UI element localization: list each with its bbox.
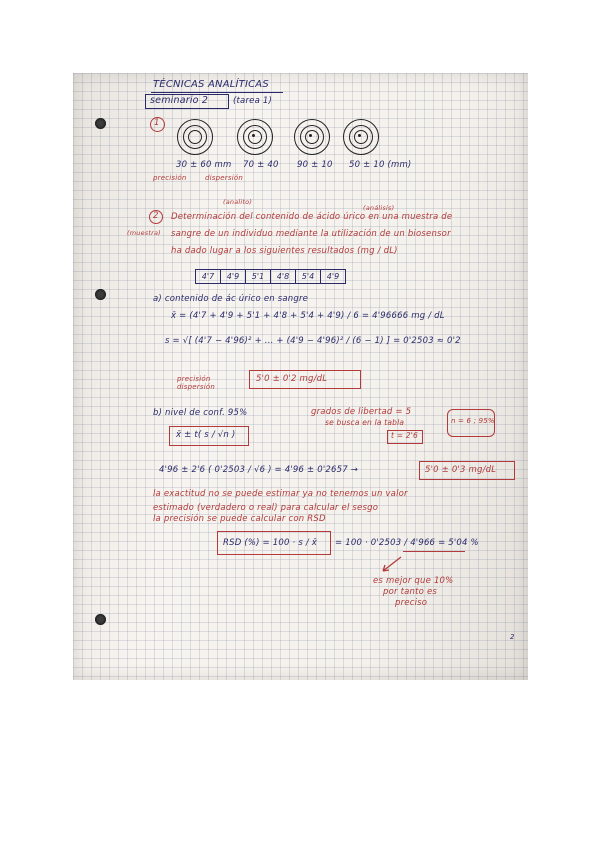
note-analito: (analito) [223,198,253,206]
exactitud-note-1: la exactitud no se puede estimar ya no tenemos un valor [153,489,408,499]
label-dispersion: dispersión [177,383,215,391]
result-cell: 5'1 [246,270,271,284]
exactitud-note-2: estimado (verdadero o real) para calcular el sesgo [153,503,379,513]
binder-hole [95,118,106,129]
section2-number: 2 [153,211,159,221]
target-3-label: 90 ± 10 [297,160,333,170]
target-4-label: 50 ± 10 (mm) [349,160,412,170]
binder-hole [95,614,106,625]
n-info: n = 6 ; 95% [451,417,495,425]
t-value: t = 2'6 [391,431,418,440]
note-analisis: (análisis) [363,204,395,212]
rsd-arrow [373,555,403,575]
note-dispersion: dispersión [205,174,243,182]
seminario-label: seminario 2 [150,95,209,106]
binder-hole [95,289,106,300]
mean-equation: x̄ = (4'7 + 4'9 + 5'1 + 4'8 + 5'4 + 4'9) / 6 = 4'96666 mg / dL [171,311,445,321]
label-precision: precisión [177,375,211,383]
page-number: 2 [510,633,515,641]
statement-line-1: Determinación del contenido de ácido úrico en una muestra de [171,212,453,222]
result-cell: 4'9 [321,270,346,284]
grados-libertad: grados de libertad = 5 [311,407,412,417]
result-cell: 5'4 [296,270,321,284]
result-cell: 4'8 [271,270,296,284]
page-title: TÉCNICAS ANALÍTICAS [153,79,269,90]
rsd-note-2: por tanto es [383,587,438,597]
tabla-note: se busca en la tabla [325,418,405,427]
confidence-formula: x̄ ± t( s / √n ) [176,430,236,440]
statement-line-3: ha dado lugar a los siguientes resultados (mg / dL) [171,246,398,256]
target-1-label: 30 ± 60 mm [176,160,232,170]
rsd-note-1: es mejor que 10% [373,576,454,586]
tarea-label: (tarea 1) [233,96,273,106]
result-cell: 4'7 [196,270,221,284]
rsd-note-3: preciso [395,598,428,608]
confidence-calc: 4'96 ± 2'6 ( 0'2503 / √6 ) = 4'96 ± 0'2657 → [159,465,359,475]
target-2-label: 70 ± 40 [243,160,279,170]
part-b-heading: b) nivel de conf. 95% [153,408,248,418]
rsd-result-underline [403,551,465,552]
result-cell: 4'9 [221,270,246,284]
result-a: 5'0 ± 0'2 mg/dL [256,374,328,384]
result-b: 5'0 ± 0'3 mg/dL [425,465,497,475]
title-underline [151,92,283,93]
rsd-calc: = 100 · 0'2503 / 4'966 = 5'04 % [335,538,479,548]
part-a-heading: a) contenido de ác úrico en sangre [153,294,309,304]
std-dev-equation: s = √[ (4'7 − 4'96)² + ... + (4'9 − 4'96)² / (6 − 1) ] = 0'2503 ≈ 0'2 [165,336,461,346]
note-precision: precisión [153,174,187,182]
statement-line-2: sangre de un individuo mediante la utilización de un biosensor [171,229,451,239]
section1-number: 1 [154,118,160,128]
rsd-formula: RSD (%) = 100 · s / x̄ [223,538,318,548]
precision-note: la precisión se puede calcular con RSD [153,514,326,524]
note-muestra: (muestra) [127,229,161,237]
notebook-photo [73,73,528,680]
results-table [195,269,346,284]
